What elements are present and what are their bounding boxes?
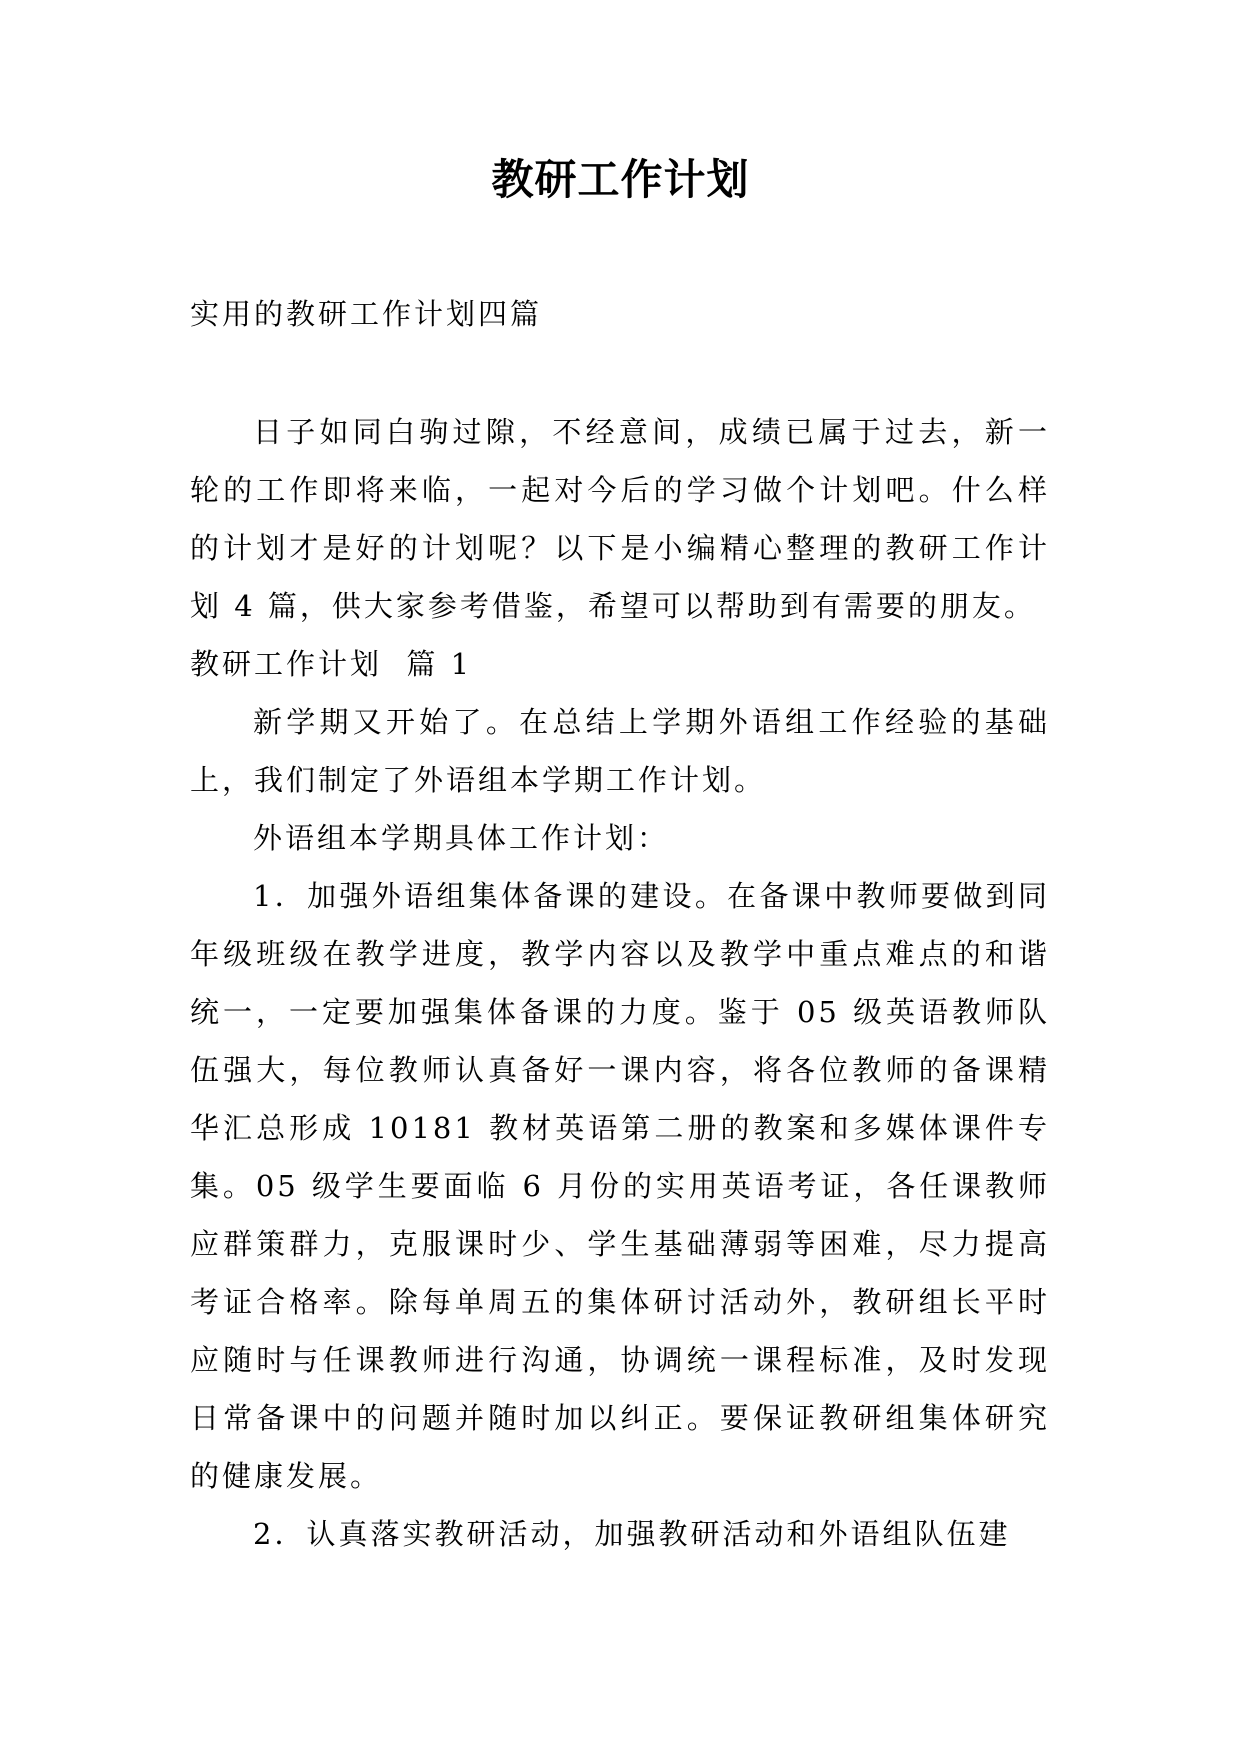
list-item: 2．认真落实教研活动，加强教研活动和外语组队伍建: [253, 1517, 1011, 1551]
body-paragraph: 新学期又开始了。在总结上学期外语组工作经验的基础上，我们制定了外语组本学期工作计划。: [190, 705, 1050, 797]
body-paragraph: 外语组本学期具体工作计划：: [253, 821, 670, 855]
document-body: [190, 403, 1050, 1563]
section-heading: 教研工作计划 篇 1: [190, 647, 473, 681]
document-title: 教研工作计划: [491, 155, 750, 204]
document-subtitle: 实用的教研工作计划四篇: [190, 297, 543, 331]
intro-paragraph: 日子如同白驹过隙，不经意间，成绩已属于过去，新一轮的工作即将来临，一起对今后的学习做个计划吧。什么样的计划才是好的计划呢？以下是小编精心整理的教研工作计划 4 篇，供大家参考借鉴，希望可以帮助到有需要的朋友。: [190, 415, 1050, 623]
list-item: 1．加强外语组集体备课的建设。在备课中教师要做到同年级班级在教学进度，教学内容以及教学中重点难点的和谐统一，一定要加强集体备课的力度。鉴于 05 级英语教师队伍强大，每位教师认真备好一课内容，将各位教师的备课精华汇总形成 10181 教材英语第二册的教案和多媒体课件专集。05 级学生要面临 6 月份的实用英语考证，各任课教师应群策群力，克服课时少、学生基础薄弱等困难，尽力提高考证合格率。除每单周五的集体研讨活动外，教研组长平时应随时与任课教师进行沟通，协调统一课程标准，及时发现日常备课中的问题并随时加以纠正。要保证教研组集体研究的健康发展。: [190, 879, 1050, 1493]
